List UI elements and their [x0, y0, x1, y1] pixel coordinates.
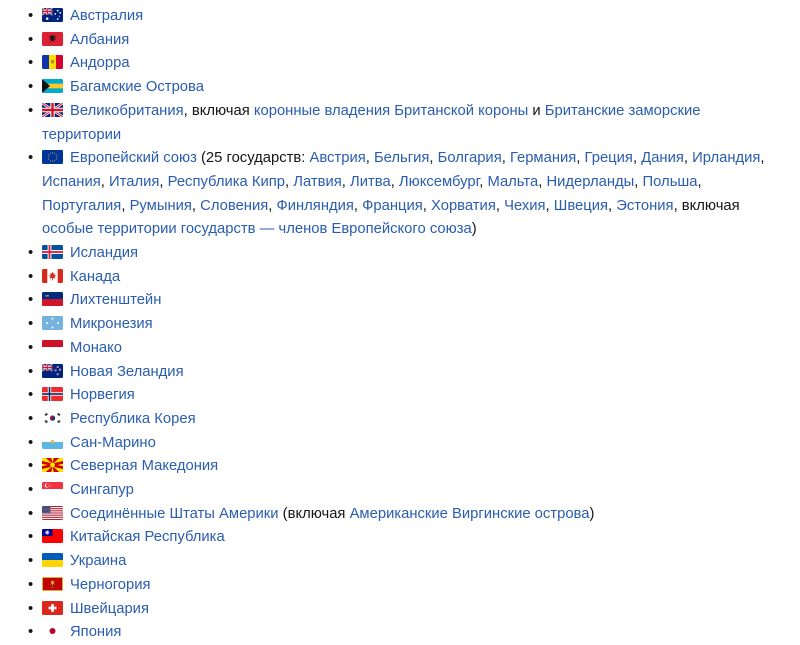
list-item [42, 384, 766, 408]
flag-australia-icon [42, 8, 63, 22]
plain-text: , [545, 197, 554, 214]
country-link[interactable]: Италия [108, 173, 160, 190]
list-item [42, 100, 766, 147]
country-link[interactable]: Финляндия [276, 197, 354, 214]
list-item [42, 147, 766, 242]
plain-text: , [697, 173, 702, 190]
plain-text: , [760, 150, 765, 167]
plain-text: , включая [673, 197, 740, 214]
plain-text: , [341, 173, 350, 190]
plain-text: ) [471, 221, 477, 238]
country-link[interactable]: Багамские Острова [70, 79, 204, 96]
list-item [42, 550, 766, 574]
list-item [42, 52, 766, 76]
country-link[interactable]: Бельгия [373, 150, 430, 167]
country-link[interactable]: Китайская Республика [70, 529, 225, 546]
country-link[interactable]: Греция [584, 150, 633, 167]
country-link[interactable]: Албания [70, 31, 130, 48]
country-link[interactable]: Германия [509, 150, 577, 167]
country-link[interactable]: Люксембург [398, 173, 480, 190]
flag-new-zealand-icon [42, 364, 63, 378]
country-link[interactable]: Польша [642, 173, 698, 190]
plain-text: ) [589, 505, 595, 522]
plain-text: , [285, 173, 294, 190]
country-link[interactable]: Япония [70, 624, 122, 641]
list-item [42, 289, 766, 313]
country-link[interactable]: Соединённые Штаты Америки [70, 505, 279, 522]
country-link[interactable]: Монако [70, 339, 122, 356]
flag-canada-icon [42, 269, 63, 283]
flag-bahamas-icon [42, 79, 63, 93]
list-item [42, 266, 766, 290]
plain-text: и [528, 102, 545, 119]
list-item [42, 313, 766, 337]
plain-text: , [479, 173, 488, 190]
plain-text: , [495, 197, 505, 214]
country-link[interactable]: Сан-Марино [70, 434, 156, 451]
list-item [42, 526, 766, 550]
flag-montenegro-icon [42, 577, 63, 591]
country-link[interactable]: Андорра [70, 55, 130, 72]
plain-text: , [100, 173, 109, 190]
list-item [42, 574, 766, 598]
plain-text: , [608, 197, 617, 214]
flag-norway-icon [42, 387, 63, 401]
plain-text: , [422, 197, 432, 214]
plain-text: , [365, 150, 374, 167]
country-link[interactable]: Австрия [309, 150, 366, 167]
flag-albania-icon [42, 32, 63, 46]
plain-text: , [538, 173, 547, 190]
list-item [42, 479, 766, 503]
list-item [42, 408, 766, 432]
country-link[interactable]: Северная Македония [70, 458, 219, 475]
flag-taiwan-icon [42, 529, 63, 543]
list-item [42, 503, 766, 527]
plain-text: , [501, 150, 510, 167]
country-list [0, 5, 766, 645]
plain-text: , [159, 173, 168, 190]
plain-text: , [268, 197, 277, 214]
country-link[interactable]: коронные владения Британской короны [253, 102, 529, 119]
flag-ukraine-icon [42, 553, 63, 567]
flag-liechtenstein-icon [42, 292, 63, 306]
flag-andorra-icon [42, 55, 63, 69]
flag-iceland-icon [42, 245, 63, 259]
flag-european-union-icon [42, 150, 63, 164]
list-item [42, 432, 766, 456]
list-item [42, 76, 766, 100]
plain-text: , [121, 197, 130, 214]
country-link[interactable]: Исландия [70, 245, 138, 262]
plain-text: , [632, 150, 642, 167]
flag-north-macedonia-icon [42, 458, 63, 472]
country-link[interactable]: Швеция [553, 197, 609, 214]
country-link[interactable]: Сингапур [70, 482, 134, 499]
list-item [42, 598, 766, 622]
country-link[interactable]: Британские заморские территории [42, 102, 701, 143]
country-link[interactable]: Американские Виргинские острова [349, 505, 590, 522]
country-link[interactable]: Латвия [293, 173, 342, 190]
country-link[interactable]: Микронезия [70, 316, 153, 333]
country-link[interactable]: Австралия [70, 8, 144, 24]
list-item [42, 5, 766, 29]
country-link[interactable]: Великобритания [70, 102, 184, 119]
list-item [42, 621, 766, 645]
flag-switzerland-icon [42, 601, 63, 615]
country-link[interactable]: Литва [350, 173, 391, 190]
country-link[interactable]: Европейский союз [70, 150, 197, 167]
country-link[interactable]: Чехия [504, 197, 546, 214]
country-link[interactable]: Украина [70, 553, 127, 570]
country-link[interactable]: Нидерланды [546, 173, 635, 190]
flag-san-marino-icon [42, 435, 63, 449]
country-link[interactable]: Ирландия [692, 150, 761, 167]
plain-text: (25 государств: [196, 150, 310, 167]
country-link[interactable]: Республика Кипр [167, 173, 285, 190]
plain-text: , [576, 150, 585, 167]
flag-japan-icon [42, 624, 63, 638]
country-link[interactable]: Франция [362, 197, 423, 214]
country-link[interactable]: Португалия [42, 197, 122, 214]
plain-text: (включая [278, 505, 350, 522]
country-link[interactable]: Лихтенштейн [70, 292, 162, 309]
country-link[interactable]: Республика Корея [70, 410, 196, 427]
plain-text: , включая [183, 102, 254, 119]
flag-united-kingdom-icon [42, 103, 63, 117]
list-item [42, 242, 766, 266]
country-link[interactable]: Эстония [616, 197, 674, 214]
list-item [42, 29, 766, 53]
flag-micronesia-icon [42, 316, 63, 330]
country-link[interactable]: Испания [42, 173, 101, 190]
list-item [42, 455, 766, 479]
list-item [42, 361, 766, 385]
page [0, 5, 800, 641]
country-link[interactable]: особые территории государств — членов Европейского союза [42, 221, 472, 238]
plain-text: , [390, 173, 399, 190]
country-link[interactable]: Словения [200, 197, 269, 214]
country-link[interactable]: Швейцария [70, 600, 149, 617]
plain-text: , [353, 197, 363, 214]
country-link[interactable]: Болгария [437, 150, 502, 167]
flag-monaco-icon [42, 340, 63, 354]
country-link[interactable]: Дания [641, 150, 684, 167]
plain-text: , [634, 173, 643, 190]
flag-usa-icon [42, 506, 63, 520]
plain-text: , [191, 197, 201, 214]
country-link[interactable]: Румыния [129, 197, 192, 214]
flag-south-korea-icon [42, 411, 63, 425]
plain-text: , [683, 150, 693, 167]
list-item [42, 337, 766, 361]
country-link[interactable]: Канада [70, 268, 121, 285]
country-link[interactable]: Мальта [487, 173, 539, 190]
country-link[interactable]: Норвегия [70, 387, 135, 404]
country-link[interactable]: Черногория [70, 576, 151, 593]
plain-text: , [429, 150, 438, 167]
flag-singapore-icon [42, 482, 63, 496]
country-link[interactable]: Хорватия [431, 197, 496, 214]
country-link[interactable]: Новая Зеландия [70, 363, 184, 380]
